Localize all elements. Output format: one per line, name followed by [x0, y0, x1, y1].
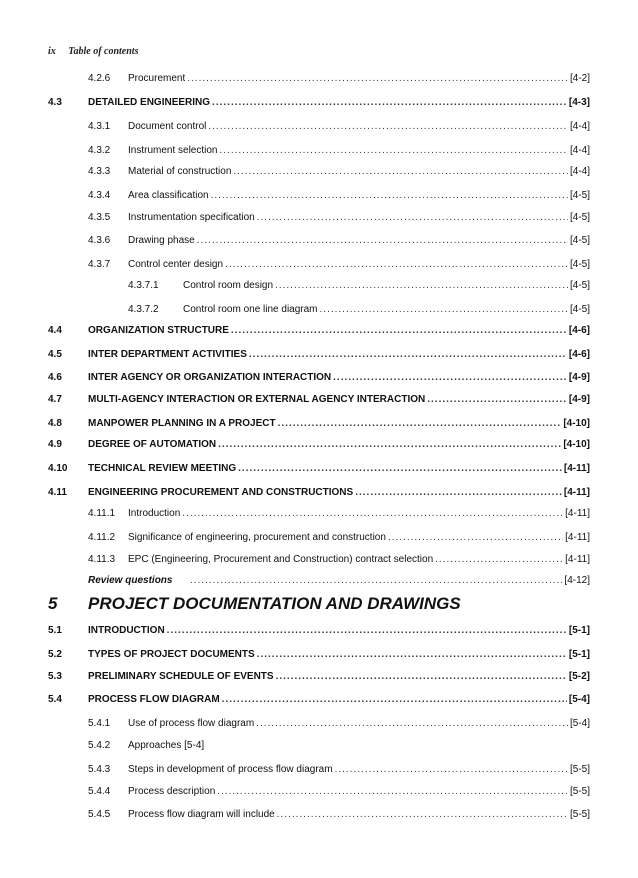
toc-leader-dots: [278, 416, 562, 432]
toc-entry-page: [4-5]: [569, 280, 590, 291]
toc-entry-title: INTER DEPARTMENT ACTIVITIES: [88, 349, 247, 360]
toc-entry[interactable]: [88, 119, 590, 135]
toc-entry[interactable]: [88, 807, 590, 823]
toc-entry[interactable]: [88, 762, 590, 778]
toc-leader-dots: [355, 485, 562, 501]
toc-entry-page: [5-5]: [569, 786, 590, 797]
chapter-number: 5: [48, 594, 58, 613]
toc-entry-number: 5.4.1: [88, 718, 111, 729]
toc-leader-dots: [225, 257, 568, 273]
toc-leader-dots: [197, 233, 568, 249]
toc-entry-number: 4.3.2: [88, 145, 111, 156]
toc-entry[interactable]: [88, 738, 590, 754]
toc-entry-title: Process description: [128, 786, 216, 797]
toc-entry[interactable]: [88, 506, 590, 522]
toc-entry-page: [4-5]: [569, 235, 590, 246]
toc-entry-number: 5.4.2: [88, 740, 111, 751]
toc-entry-number: 5.2: [48, 649, 62, 660]
toc-entry-title: EPC (Engineering, Procurement and Construction) contract selection: [128, 554, 434, 565]
toc-entry-page: [4-4]: [569, 121, 590, 132]
toc-entry[interactable]: [88, 233, 590, 249]
toc-entry-page: [4-2]: [569, 73, 590, 84]
toc-entry-title: Instrumentation specification: [128, 212, 255, 223]
toc-entry-number: 5.4.3: [88, 764, 111, 775]
toc-entry[interactable]: [48, 692, 590, 708]
toc-entry-page: [4-11]: [565, 532, 590, 543]
toc-leader-dots: [427, 392, 567, 408]
toc-leader-dots: [320, 302, 568, 318]
toc-entry-page: [5-5]: [569, 764, 590, 775]
running-header: [48, 46, 138, 57]
toc-entry-page: [5-4]: [569, 718, 590, 729]
toc-leader-dots: [211, 188, 568, 204]
toc-leader-dots: [187, 71, 568, 87]
toc-leader-dots: [218, 437, 561, 453]
toc-entry-page: [5-1]: [568, 625, 590, 636]
chapter-heading: [48, 594, 461, 618]
toc-entry-number: 4.10: [48, 463, 68, 474]
toc-entry[interactable]: [88, 210, 590, 226]
toc-entry-title: Document control: [128, 121, 207, 132]
toc-entry-number: 5.4.5: [88, 809, 111, 820]
toc-entry-number: 4.3.7.1: [128, 280, 159, 291]
toc-entry-title: Instrument selection: [128, 145, 218, 156]
toc-leader-dots: [435, 552, 563, 568]
toc-entry[interactable]: [48, 95, 590, 111]
toc-entry-number: 4.3.7: [88, 259, 111, 270]
toc-entry-page: [4-5]: [569, 190, 590, 201]
toc-entry-number: 4.11.3: [88, 554, 116, 565]
toc-entry[interactable]: [88, 530, 590, 546]
toc-entry-title: PROCESS FLOW DIAGRAM: [88, 694, 220, 705]
toc-entry-number: 4.3.6: [88, 235, 111, 246]
toc-leader-dots: [333, 370, 567, 386]
toc-entry-number: 4.3.7.2: [128, 304, 159, 315]
toc-leader-dots: [257, 210, 568, 226]
toc-entry-number: 4.3.1: [88, 121, 111, 132]
toc-entry[interactable]: [88, 188, 590, 204]
toc-entry-page: [4-9]: [568, 394, 590, 405]
toc-entry-number: 4.11.1: [88, 508, 116, 519]
toc-entry-number: 4.11.2: [88, 532, 116, 543]
toc-entry-number: 5.4.4: [88, 786, 111, 797]
toc-entry[interactable]: [48, 647, 590, 663]
toc-leader-dots: [190, 573, 562, 589]
toc-entry[interactable]: [48, 461, 590, 477]
toc-entry-title: Process flow diagram will include: [128, 809, 275, 820]
toc-leader-dots: [335, 762, 568, 778]
chapter-title: PROJECT DOCUMENTATION AND DRAWINGS: [88, 594, 461, 613]
toc-entry-page: [5-4]: [568, 694, 590, 705]
toc-entry[interactable]: [48, 669, 590, 685]
toc-entry[interactable]: [48, 347, 590, 363]
toc-entry-title: MULTI-AGENCY INTERACTION OR EXTERNAL AGENCY INTERACTION: [88, 394, 426, 405]
toc-entry-title: Significance of engineering, procurement and construction: [128, 532, 386, 543]
toc-entry-number: 4.3.4: [88, 190, 111, 201]
toc-leader-dots: [231, 323, 567, 339]
toc-entry-title: Material of construction: [128, 166, 232, 177]
toc-entry-title: Area classification: [128, 190, 209, 201]
toc-entry[interactable]: [128, 302, 590, 318]
toc-leader-dots: [388, 530, 563, 546]
toc-entry-page: [5-2]: [568, 671, 590, 682]
toc-leader-dots: [233, 164, 568, 180]
toc-leader-dots: [212, 95, 567, 111]
toc-entry-title: INTER AGENCY OR ORGANIZATION INTERACTION: [88, 372, 332, 383]
toc-entry-number: 5.3: [48, 671, 62, 682]
toc-entry-title: Drawing phase: [128, 235, 195, 246]
toc-entry-number: 4.2.6: [88, 73, 111, 84]
toc-entry-title: Procurement: [128, 73, 186, 84]
toc-leader-dots: [276, 669, 567, 685]
toc-entry-page: [4-10]: [563, 418, 590, 429]
toc-entry[interactable]: [88, 573, 590, 589]
toc-leader-dots: [208, 119, 568, 135]
toc-leader-dots: [256, 716, 568, 732]
toc-leader-dots: [275, 278, 568, 294]
toc-entry[interactable]: [88, 257, 590, 273]
toc-entry-page: [4-3]: [568, 97, 590, 108]
toc-entry-page: [5-5]: [569, 809, 590, 820]
toc-leader-dots: [220, 143, 568, 159]
header-page-number: ix: [48, 46, 56, 57]
toc-entry-page: [4-11]: [565, 508, 590, 519]
toc-entry-page: [5-1]: [568, 649, 590, 660]
toc-entry-number: 4.5: [48, 349, 62, 360]
toc-leader-dots: [257, 647, 567, 663]
toc-entry-title: MANPOWER PLANNING IN A PROJECT: [88, 418, 276, 429]
toc-entry-page: [4-11]: [563, 463, 590, 474]
toc-entry-number: 4.9: [48, 439, 62, 450]
toc-entry-title: INTRODUCTION: [88, 625, 165, 636]
toc-entry[interactable]: [88, 164, 590, 180]
toc-entry-title: DETAILED ENGINEERING: [88, 97, 211, 108]
toc-entry-number: 5.4: [48, 694, 62, 705]
toc-entry-page: [4-11]: [563, 487, 590, 498]
toc-entry-page: [4-5]: [569, 259, 590, 270]
toc-entry-number: 4.11: [48, 487, 67, 498]
toc-entry-number: 4.6: [48, 372, 62, 383]
toc-entry[interactable]: [88, 552, 590, 568]
toc-entry-number: 4.7: [48, 394, 62, 405]
toc-entry-title: Control room one line diagram: [183, 304, 318, 315]
toc-entry-page: [4-12]: [564, 575, 590, 586]
toc-entry-page: [4-6]: [568, 349, 590, 360]
toc-entry-page: [4-10]: [563, 439, 590, 450]
toc-leader-dots: [277, 807, 568, 823]
toc-entry-title: ORGANIZATION STRUCTURE: [88, 325, 229, 336]
toc-entry-title: Steps in development of process flow diagram: [128, 764, 333, 775]
toc-entry[interactable]: [48, 485, 590, 501]
toc-entry-page: [4-4]: [569, 166, 590, 177]
toc-leader-dots: [182, 506, 563, 522]
toc-entry[interactable]: [48, 323, 590, 339]
toc-entry[interactable]: [128, 278, 590, 294]
toc-entry-number: 5.1: [48, 625, 62, 636]
toc-leader-dots: [167, 623, 567, 639]
toc-entry-title: Review questions: [88, 575, 173, 586]
toc-entry-page: [4-4]: [569, 145, 590, 156]
toc-entry-page: [4-5]: [569, 304, 590, 315]
toc-entry-page: [4-6]: [568, 325, 590, 336]
toc-entry[interactable]: [48, 392, 590, 408]
toc-entry-title: Use of process flow diagram: [128, 718, 255, 729]
toc-entry-title: TYPES OF PROJECT DOCUMENTS: [88, 649, 255, 660]
toc-entry-number: 4.4: [48, 325, 62, 336]
toc-entry-title: Control center design: [128, 259, 224, 270]
toc-entry-number: 4.3.5: [88, 212, 111, 223]
toc-entry-title: ENGINEERING PROCUREMENT AND CONSTRUCTIONS: [88, 487, 354, 498]
toc-entry[interactable]: [88, 71, 590, 87]
toc-leader-dots: [238, 461, 562, 477]
toc-entry-title: Approaches [5-4]: [128, 740, 205, 751]
toc-entry-page: [4-5]: [569, 212, 590, 223]
toc-entry[interactable]: [88, 143, 590, 159]
toc-entry-page: [4-9]: [568, 372, 590, 383]
toc-entry-title: Control room design: [183, 280, 274, 291]
toc-leader-dots: [217, 784, 568, 800]
toc-entry-title: TECHNICAL REVIEW MEETING: [88, 463, 237, 474]
toc-entry-title: Introduction: [128, 508, 181, 519]
toc-entry-page: [4-11]: [565, 554, 590, 565]
toc-leader-dots: [249, 347, 567, 363]
toc-leader-dots: [222, 692, 567, 708]
toc-entry[interactable]: [88, 784, 590, 800]
toc-entry[interactable]: [48, 416, 590, 432]
toc-entry[interactable]: [48, 437, 590, 453]
toc-entry[interactable]: [48, 370, 590, 386]
toc-entry-number: 4.3.3: [88, 166, 111, 177]
toc-entry[interactable]: [48, 623, 590, 639]
header-title: Table of contents: [68, 46, 139, 57]
toc-entry-title: DEGREE OF AUTOMATION: [88, 439, 217, 450]
toc-entry-title: PRELIMINARY SCHEDULE OF EVENTS: [88, 671, 274, 682]
toc-entry[interactable]: [88, 716, 590, 732]
toc-entry-number: 4.8: [48, 418, 62, 429]
toc-entry-number: 4.3: [48, 97, 62, 108]
